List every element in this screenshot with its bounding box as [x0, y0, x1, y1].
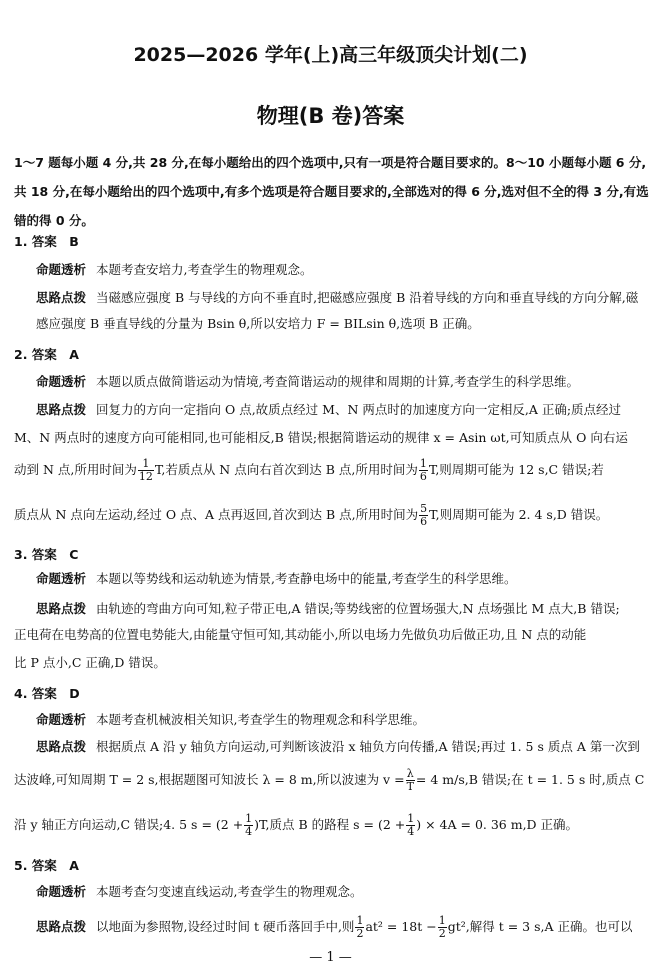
q2-analysis	[36, 369, 650, 395]
q4-hint-line-3	[14, 812, 650, 838]
denominator: 2	[438, 927, 446, 940]
hint-label: 思路点拨	[36, 601, 87, 616]
analysis-label: 命题透析	[36, 374, 87, 389]
analysis-label: 命题透析	[36, 884, 87, 899]
fraction-1-6	[419, 458, 428, 483]
fraction-1-2	[355, 915, 364, 940]
numerator: 1	[438, 914, 446, 927]
q3-analysis	[36, 566, 650, 592]
q4-analysis	[36, 707, 650, 733]
q5-hint-text-b: at² = 18t −	[365, 919, 437, 934]
denominator: 6	[420, 515, 428, 528]
q5-analysis	[36, 879, 650, 905]
scoring-instructions: 1～7 题每小题 4 分,共 28 分,在每小题给出的四个选项中,只有一项是符合题目要求的。8～10 小题每小题 6 分,共 18 分,在每小题给出的四个选项中,有多个选项是符合题目要求的,全部选对的得 6 分,选对但不全的得 3 分,有选错的得 0 分。	[14, 155, 649, 228]
q5-hint	[36, 914, 650, 940]
q4-answer: 4. 答案 D	[14, 686, 80, 701]
analysis-label: 命题透析	[36, 712, 87, 727]
q2-hint-line-4	[14, 502, 650, 528]
numerator: 1	[138, 458, 154, 471]
q2-analysis-text: 本题以质点做简谐运动为情境,考查简谐运动的规律和周期的计算,考查学生的科学思维。	[96, 374, 579, 389]
q1-analysis	[36, 257, 650, 283]
denominator: 2	[356, 927, 364, 940]
fraction-1-4	[406, 813, 415, 838]
q4-hint-line-1	[36, 734, 650, 760]
fraction-1-2	[438, 915, 447, 940]
q1-analysis-text: 本题考查安培力,考查学生的物理观念。	[96, 262, 313, 277]
q2-hint-text-3b: T,若质点从 N 点向右首次到达 B 点,所用时间为	[154, 462, 418, 477]
q2-hint-line-2: M、N 两点时的速度方向可能相同,也可能相反,B 错误;根据简谐运动的规律 x = Asin ωt,可知质点从 O 向右运	[14, 430, 628, 445]
hint-label: 思路点拨	[36, 290, 87, 305]
denominator: 6	[419, 470, 427, 483]
q5-analysis-text: 本题考查匀变速直线运动,考查学生的物理观念。	[96, 884, 363, 899]
q4-analysis-text: 本题考查机械波相关知识,考查学生的物理观念和科学思维。	[96, 712, 425, 727]
q2-hint-text-1: 回复力的方向一定指向 O 点,故质点经过 M、N 两点时的加速度方向一定相反,A 正确;质点经过	[96, 402, 622, 417]
q4-hint-text-3b: )T,质点 B 的路程 s = (2 +	[254, 817, 406, 832]
q4-hint-text-2b: = 4 m/s,B 错误;在 t = 1. 5 s 时,质点 C	[415, 772, 645, 787]
denominator: 12	[138, 470, 153, 483]
q2-hint-text-4a: 质点从 N 点向左运动,经过 O 点、A 点再返回,首次到达 B 点,所用时间为	[14, 507, 419, 522]
q2-answer: 2. 答案 A	[14, 347, 79, 362]
fraction-1-12	[138, 458, 154, 483]
q4-hint-text-3a: 沿 y 轴正方向运动,C 错误;4. 5 s = (2 +	[14, 817, 244, 832]
q5-hint-text-c: gt²,解得 t = 3 s,A 正确。也可以	[447, 919, 633, 934]
q1-hint	[36, 285, 650, 337]
q3-hint-line-1	[36, 596, 650, 622]
numerator: 1	[407, 812, 415, 825]
q3-hint-line-3: 比 P 点小,C 正确,D 错误。	[14, 655, 166, 670]
answer-subtitle: 物理(B 卷)答案	[256, 104, 405, 128]
fraction-1-4	[244, 813, 253, 838]
page-number: — 1 —	[309, 950, 352, 965]
q1-hint-text: 当磁感应强度 B 与导线的方向不垂直时,把磁感应强度 B 沿着导线的方向和垂直导线的方向分解,磁感应强度 B 垂直导线的分量为 Bsin θ,所以安培力 F = BILsin θ,选项 B 正确。	[36, 290, 639, 331]
q4-hint-text-2a: 达波峰,可知周期 T = 2 s,根据题图可知波长 λ = 8 m,所以波速为 v =	[14, 772, 405, 787]
hint-label: 思路点拨	[36, 402, 87, 417]
denominator: 4	[245, 825, 253, 838]
q1-answer: 1. 答案 B	[14, 234, 79, 249]
fraction-lambda-T	[406, 768, 415, 793]
q3-answer: 3. 答案 C	[14, 547, 79, 562]
q3-analysis-text: 本题以等势线和运动轨迹为情景,考查静电场中的能量,考查学生的科学思维。	[96, 571, 517, 586]
analysis-label: 命题透析	[36, 262, 87, 277]
q4-hint-line-2	[14, 767, 650, 793]
q4-hint-text-3c: ) × 4A = 0. 36 m,D 正确。	[416, 817, 579, 832]
q4-hint-text-1: 根据质点 A 沿 y 轴负方向运动,可判断该波沿 x 轴负方向传播,A 错误;再过 1. 5 s 质点 A 第一次到	[96, 739, 640, 754]
hint-label: 思路点拨	[36, 919, 87, 934]
q5-hint-text-a: 以地面为参照物,设经过时间 t 硬币落回手中,则	[96, 919, 355, 934]
numerator: 5	[420, 502, 428, 515]
analysis-label: 命题透析	[36, 571, 87, 586]
q3-hint-text-1: 由轨迹的弯曲方向可知,粒子带正电,A 错误;等势线密的位置场强大,N 点场强比 M 点大,B 错误;	[96, 601, 620, 616]
denominator: 4	[407, 825, 415, 838]
q2-hint-text-3a: 动到 N 点,所用时间为	[14, 462, 137, 477]
q3-hint-line-2: 正电荷在电势高的位置电势能大,由能量守恒可知,其动能小,所以电场力先做负功后做正功,且 N 点的动能	[14, 627, 587, 642]
numerator: 1	[245, 812, 253, 825]
numerator: λ	[406, 767, 414, 780]
numerator: 1	[356, 914, 364, 927]
hint-label: 思路点拨	[36, 739, 87, 754]
exam-title: 2025—2026 学年(上)高三年级顶尖计划(二)	[133, 44, 528, 66]
q2-hint-text-3c: T,则周期可能为 12 s,C 错误;若	[428, 462, 604, 477]
q5-answer: 5. 答案 A	[14, 858, 79, 873]
q2-hint-text-4b: T,则周期可能为 2. 4 s,D 错误。	[429, 507, 609, 522]
numerator: 1	[419, 457, 427, 470]
denominator: T	[406, 780, 414, 793]
q2-hint-line-1	[36, 397, 650, 423]
fraction-5-6	[419, 503, 428, 528]
q2-hint-line-3	[14, 457, 650, 483]
